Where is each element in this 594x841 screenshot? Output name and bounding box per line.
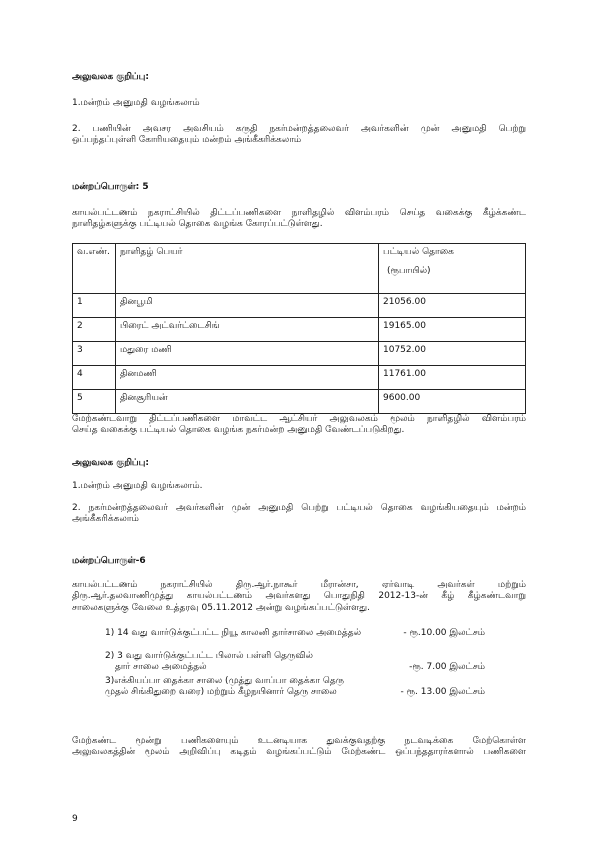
resolution-6-intro	[72, 580, 526, 614]
cell-serial-no: 1	[73, 294, 116, 318]
cell-newspaper-name: பிரைட் அட்வர்ட்டைசிங்	[116, 318, 379, 342]
office-note-2-item-2	[72, 503, 526, 526]
resolution-5-intro-line-2: நாளிதழ்களுக்கு பட்டியல் தொகை வழங்க கோரப்பட்டுள்ளது.	[72, 219, 323, 230]
office-note-1-item-2	[72, 124, 526, 147]
header-bill-amount-label: பட்டியல் தொகை	[383, 247, 454, 257]
resolution-6-intro-line-1: காயல்பட்டணம் நகராட்சியில் திரு.ஆர்.நாகூர் மீரான்சா, ஏர்வாடி அவர்கள் மற்றும்	[72, 580, 526, 590]
resolution-5-request-line-1: மேற்கண்டவாறு திட்டப்பணிகளை மாவட்ட ஆட்சியர் அலுவலகம் மூலம் நாளிதழில் விளம்பரம்	[72, 414, 526, 424]
newspaper-bill-table	[72, 243, 526, 414]
header-serial-no: வ.எண்.	[73, 244, 116, 294]
cell-serial-no: 5	[73, 390, 116, 414]
cell-newspaper-name: தினபூமி	[116, 294, 379, 318]
resolution-5-intro	[72, 208, 526, 231]
work-item-2-amount: -ரூ. 7.00 இலட்சம்	[409, 662, 485, 673]
office-note-2-item-2-line-2: அங்கீகரிக்கலாம்	[72, 514, 139, 525]
resolution-6-outro	[72, 736, 526, 759]
header-newspaper-name: நாளிதழ் பெயர்	[116, 244, 379, 294]
cell-amount: 10752.00	[379, 342, 526, 366]
work-item-2-line-2: தார் சாலை அமைத்தல்	[115, 662, 207, 673]
resolution-6-intro-line-3: சாலைகளுக்கு வேலை உத்தரவு 05.11.2012 அன்று வழங்கப்பட்டுள்ளது.	[72, 602, 370, 613]
office-note-2-item-1: 1.மன்றம் அனுமதி வழங்கலாம்.	[72, 481, 203, 491]
cell-newspaper-name: தினசூரியன்	[116, 390, 379, 414]
resolution-5-request	[72, 414, 526, 437]
table-row	[73, 318, 526, 342]
table-row	[73, 390, 526, 414]
work-item-1	[105, 628, 485, 639]
office-note-1-item-2-line-1: 2. பணியின் அவசர அவசியம் கருதி நகர்மன்றத்தலைவர் அவர்களின் முன் அனுமதி பெற்று	[72, 124, 526, 134]
table-row	[73, 366, 526, 390]
header-bill-amount	[379, 244, 526, 294]
cell-newspaper-name: தினமணி	[116, 366, 379, 390]
table-row	[73, 342, 526, 366]
cell-amount: 11761.00	[379, 366, 526, 390]
office-note-1-item-2-line-2: ஒப்பந்தப்புள்ளி கோரியதையும் மன்றம் அங்கீகரிக்கலாம்	[72, 135, 302, 146]
work-item-2-line-1: 2) 3 வது வார்டுக்குட்பட்ட பிலால் பள்ளி தெருவில்	[105, 651, 314, 661]
office-note-heading-2: அலுவலக குறிப்பு:	[72, 458, 149, 468]
cell-serial-no: 2	[73, 318, 116, 342]
page-number: 9	[72, 814, 78, 824]
cell-amount: 9600.00	[379, 390, 526, 414]
resolution-6-outro-line-2: அலுவலகத்தின் மூலம் அறிவிப்பு கடிதம் வழங்கப்பட்டும் மேற்கண்ட ஒப்பந்ததாரர்களால் பணிகளை	[72, 747, 526, 758]
resolution-6-intro-line-2: திரு.ஆர்.தலவாணிமுத்து காயல்பட்டணம் அவர்களது பொதுநிதி 2012-13-ன் கீழ் கீழ்கண்டவாறு	[72, 591, 526, 602]
table-header-row	[73, 244, 526, 294]
cell-amount: 19165.00	[379, 318, 526, 342]
resolution-5-request-line-2: செய்த வகைக்கு பட்டியல் தொகை வழங்க நகர்மன்ற அனுமதி வேண்டப்படுகிறது.	[72, 425, 405, 436]
work-item-1-amount: - ரூ.10.00 இலட்சம்	[403, 628, 485, 638]
office-note-2-item-2-line-1: 2. நகர்மன்றத்தலைவர் அவர்களின் முன் அனுமதி பெற்று பட்டியல் தொகை வழங்கியதையும் மன்றம்	[72, 503, 526, 513]
cell-amount: 21056.00	[379, 294, 526, 318]
work-item-1-text: 1) 14 வது வார்டுக்குட்பட்ட நியூ காலனி தார்சாலை அமைத்தல்	[105, 628, 362, 638]
table-row	[73, 294, 526, 318]
work-item-3	[105, 676, 485, 699]
cell-newspaper-name: மதுரை மணி	[116, 342, 379, 366]
cell-serial-no: 3	[73, 342, 116, 366]
office-note-1-item-1: 1.மன்றம் அனுமதி வழங்கலாம்	[72, 98, 200, 108]
work-item-2	[105, 651, 485, 674]
header-bill-amount-unit: (ரூபாயில்)	[387, 266, 431, 277]
work-item-3-line-2: முதல் சிங்கிதுறை வரை) மற்றும் கீழநயினார் தெரு சாலை	[105, 687, 337, 698]
work-item-3-amount: - ரூ. 13.00 இலட்சம்	[400, 687, 485, 698]
resolution-6-outro-line-1: மேற்கண்ட மூன்று பணிகளையும் உடனடியாக துவக்குவதற்கு நடவடிக்கை மேற்கொள்ள	[72, 736, 526, 746]
resolution-5-heading: மன்றப்பொருள்: 5	[72, 182, 149, 192]
cell-serial-no: 4	[73, 366, 116, 390]
resolution-6-heading: மன்றப்பொருள்-6	[72, 556, 146, 566]
work-item-3-line-1: 3)எக்கியப்பா தைக்கா சாலை (முத்து வாப்பா தைக்கா தெரு	[105, 676, 345, 686]
office-note-heading-1: அலுவலக குறிப்பு:	[72, 72, 149, 82]
resolution-5-intro-line-1: காயல்பட்டணம் நகராட்சியில் திட்டப்பணிகளை நாளிதழில் விளம்பரம் செய்த வகைக்கு கீழ்க்கண்ட	[72, 208, 526, 218]
